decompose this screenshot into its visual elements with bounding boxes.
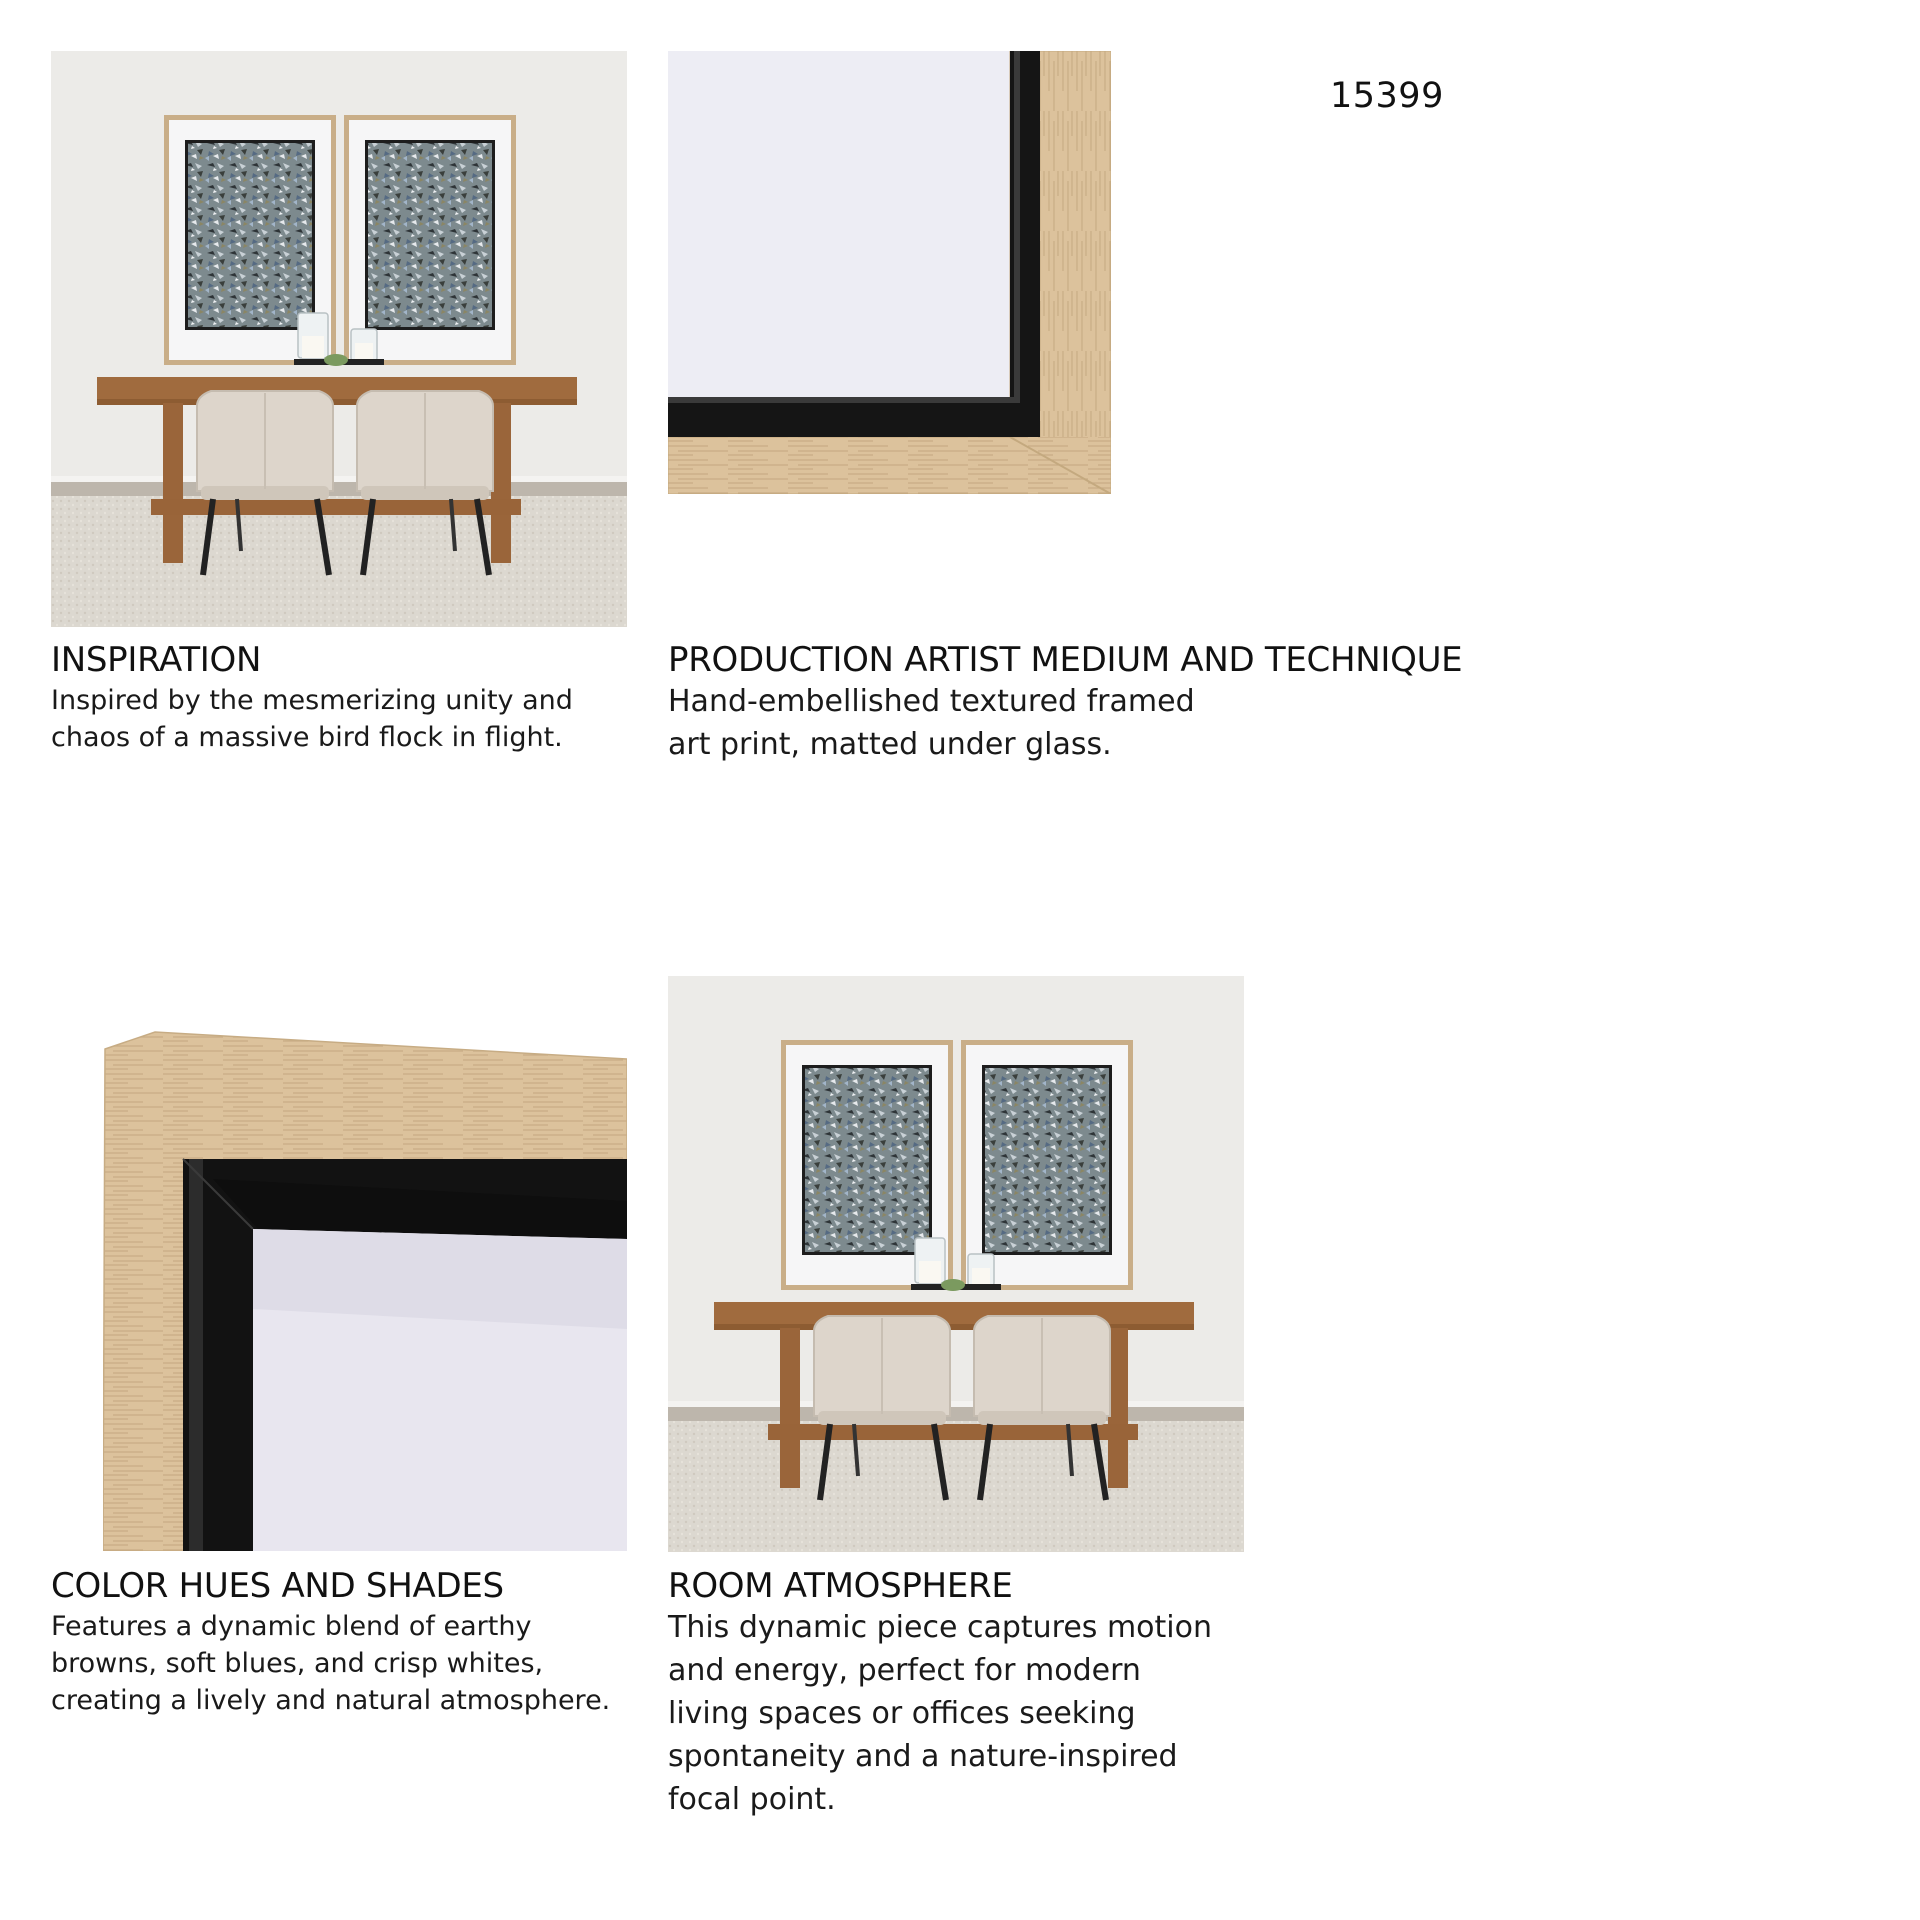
room-body: This dynamic piece captures motion and energy, perfect for modern living spaces or offices seeking spontaneity and a nature-inspired focal point.: [668, 1610, 1212, 1817]
color-section: [51, 1566, 631, 1719]
room-heading: ROOM ATMOSPHERE: [668, 1566, 1013, 1606]
room-atmosphere-image: [668, 976, 1244, 1552]
inspiration-body: Inspired by the mesmerizing unity and chaos of a massive bird flock in flight.: [51, 685, 573, 753]
inspiration-heading: INSPIRATION: [51, 640, 262, 680]
frame-closeup-image: [103, 1029, 627, 1551]
room-section: [668, 1566, 1268, 1821]
production-body: Hand-embellished textured framed art print, matted under glass.: [668, 684, 1195, 762]
sku-number: 15399: [1330, 76, 1444, 116]
frame-corner-image: [668, 51, 1111, 494]
inspiration-section: [51, 640, 631, 756]
production-heading: PRODUCTION ARTIST MEDIUM AND TECHNIQUE: [668, 640, 1463, 680]
color-heading: COLOR HUES AND SHADES: [51, 1566, 504, 1606]
color-body: Features a dynamic blend of earthy browns, soft blues, and crisp whites, creating a lively and natural atmosphere.: [51, 1611, 611, 1716]
production-section: [668, 640, 1568, 766]
inspiration-image: [51, 51, 627, 627]
